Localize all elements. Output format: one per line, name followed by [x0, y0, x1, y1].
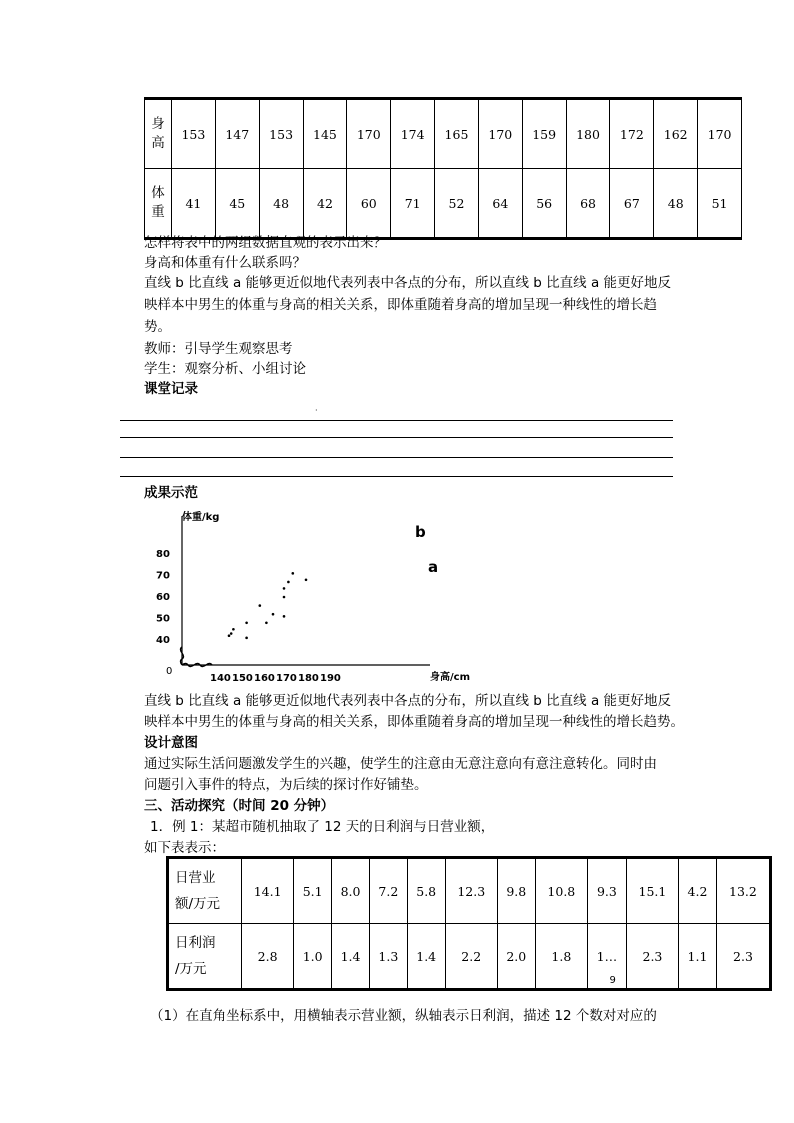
writing-line: [120, 457, 673, 458]
table-cell: 170: [698, 99, 742, 169]
example-1-table-intro: 如下表表示：: [144, 840, 225, 856]
table-cell: 15.1: [626, 858, 678, 924]
table-cell: 64: [478, 169, 522, 239]
table-cell: 2.8: [242, 924, 294, 990]
row-label-weight: 体 重: [145, 169, 172, 239]
x-tick-label: 160: [254, 673, 275, 684]
y-tick-label: 70: [156, 570, 170, 582]
table-cell: 52: [435, 169, 479, 239]
writing-line: [120, 420, 673, 421]
revenue-profit-table: [166, 856, 772, 991]
chart-axes: [181, 516, 431, 667]
table-cell: 8.0: [332, 858, 370, 924]
table-cell: 41: [172, 169, 216, 239]
table-cell: 162: [654, 99, 698, 169]
data-point: [287, 581, 290, 584]
x-tick-label: 180: [298, 673, 319, 684]
paragraph-2b: 映样本中男生的体重与身高的相关关系，即体重随着身高的增加呈现一种线性的增长趋势。: [144, 714, 684, 730]
table-cell: 48: [259, 169, 303, 239]
table-row: [168, 858, 771, 924]
paragraph-1a: 直线 b 比直线 a 能够更近似地代表列表中各点的分布，所以直线 b 比直线 a 能更好地反: [144, 275, 672, 291]
table-cell: 2.0: [497, 924, 535, 990]
y-tick-label: 80: [156, 549, 170, 560]
result-heading: 成果示范: [144, 485, 198, 501]
cell-value: 1…: [596, 948, 618, 964]
table-cell: 14.1: [242, 858, 294, 924]
table-cell: 1.0: [294, 924, 332, 990]
scatter-chart: [140, 500, 470, 690]
example-1: 1．例 1：某超市随机抽取了 12 天的日利润与日营业额，: [150, 819, 495, 835]
table-cell: 60: [347, 169, 391, 239]
table-cell: 42: [303, 169, 347, 239]
stray-digit: 9: [609, 975, 616, 986]
section-3-heading: 三、活动探究（时间 20 分钟）: [144, 798, 335, 814]
y-axis-label: 体重/kg: [182, 512, 220, 523]
table-cell: 5.8: [407, 858, 445, 924]
question-2: 身高和体重有什么联系吗？: [144, 255, 306, 271]
table-cell: 147: [215, 99, 259, 169]
paragraph-3b: 问题引入事件的特点，为后续的探讨作好铺垫。: [144, 777, 428, 793]
table-cell: 172: [610, 99, 654, 169]
line-label-b: b: [415, 523, 426, 541]
table-cell: 1.3: [369, 924, 407, 990]
table-cell: 153: [259, 99, 303, 169]
height-weight-table: [144, 97, 742, 240]
table-cell: 1.8: [535, 924, 587, 990]
x-axis-label: 身高/cm: [430, 672, 470, 683]
writing-line: [120, 437, 673, 438]
paragraph-1b: 映样本中男生的体重与身高的相关关系，即体重随着身高的增加呈现一种线性的增长趋: [144, 297, 657, 313]
table-row: [168, 924, 771, 990]
table-cell: 174: [391, 99, 435, 169]
data-point: [245, 637, 248, 640]
data-point: [283, 596, 286, 599]
table-cell: 159: [522, 99, 566, 169]
data-point: [265, 622, 268, 625]
row-label-height: 身 高: [145, 99, 172, 169]
y-tick-label: 50: [156, 613, 170, 625]
y-tick-label: 60: [156, 592, 170, 603]
table-cell: 2.2: [445, 924, 497, 990]
paragraph-1c: 势。: [144, 319, 171, 335]
table-cell: 71: [391, 169, 435, 239]
table-cell: 2.3: [716, 924, 770, 990]
row-label-profit: 日利润 /万元: [168, 924, 242, 990]
table-cell: 10.8: [535, 858, 587, 924]
table-cell: 180: [566, 99, 610, 169]
data-point: [305, 579, 308, 582]
table-cell: 67: [610, 169, 654, 239]
table-cell: 145: [303, 99, 347, 169]
data-point: [292, 572, 295, 575]
student-note: 学生：观察分析、小组讨论: [144, 361, 306, 377]
table-cell: 1.1: [679, 924, 717, 990]
row-label-revenue: 日营业 额/万元: [168, 858, 242, 924]
table-cell: 13.2: [716, 858, 770, 924]
paragraph-3a: 通过实际生活问题激发学生的兴趣，使学生的注意由无意注意向有意注意转化。同时由: [144, 756, 657, 772]
table-cell: [587, 924, 626, 990]
table-cell: 7.2: [369, 858, 407, 924]
table-cell: 170: [347, 99, 391, 169]
table-cell: 4.2: [679, 858, 717, 924]
data-point: [272, 613, 275, 616]
x-tick-label: 140: [210, 673, 231, 684]
line-label-a: a: [428, 558, 439, 576]
teacher-note: 教师：引导学生观察思考: [144, 341, 293, 357]
table-cell: 1.4: [332, 924, 370, 990]
data-point: [245, 622, 248, 625]
table-cell: 153: [172, 99, 216, 169]
table-row: [145, 99, 742, 169]
data-point: [283, 615, 286, 618]
table-cell: 165: [435, 99, 479, 169]
table-cell: 56: [522, 169, 566, 239]
table-cell: 48: [654, 169, 698, 239]
table-cell: 2.3: [626, 924, 678, 990]
origin-label: 0: [166, 666, 173, 677]
chart-points: [228, 572, 308, 639]
y-tick-label: 40: [156, 635, 170, 646]
data-point: [230, 632, 233, 635]
stray-dot: ·: [315, 406, 318, 415]
table-cell: 51: [698, 169, 742, 239]
paragraph-2a: 直线 b 比直线 a 能够更近似地代表列表中各点的分布，所以直线 b 比直线 a 能更好地反: [144, 693, 672, 709]
question-1: 怎样将表中的两组数据直观的表示出来？: [144, 235, 387, 251]
x-tick-label: 170: [276, 673, 297, 684]
data-point: [283, 587, 286, 590]
table-cell: 9.8: [497, 858, 535, 924]
data-point: [259, 604, 262, 607]
writing-line: [120, 476, 673, 477]
record-heading: 课堂记录: [144, 381, 198, 397]
design-heading: 设计意图: [144, 735, 198, 751]
table-cell: 5.1: [294, 858, 332, 924]
x-tick-label: 150: [232, 673, 253, 684]
table-cell: 45: [215, 169, 259, 239]
data-point: [228, 634, 231, 637]
table-cell: 170: [478, 99, 522, 169]
table-cell: 1.4: [407, 924, 445, 990]
question-final: （1）在直角坐标系中，用横轴表示营业额，纵轴表示日利润，描述 12 个数对对应的: [150, 1008, 657, 1024]
data-point: [232, 628, 235, 631]
table-cell: 68: [566, 169, 610, 239]
table-row: [145, 169, 742, 239]
table-cell: 9.3: [587, 858, 626, 924]
table-cell: 12.3: [445, 858, 497, 924]
x-tick-label: 190: [320, 673, 341, 684]
